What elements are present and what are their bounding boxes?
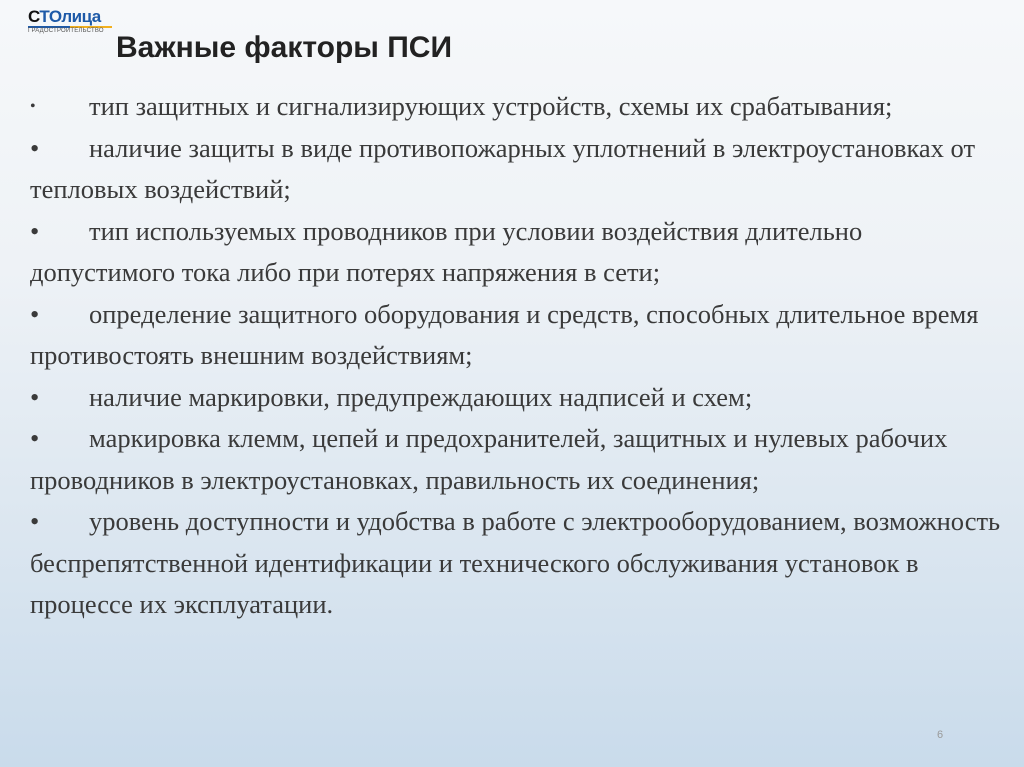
list-item (30, 377, 1010, 419)
list-item-text: наличие защиты в виде противопожарных уплотнений в электроустановках от тепловых воздействий; (30, 132, 976, 204)
factor-list (30, 86, 1010, 626)
list-item-text: определение защитного оборудования и средств, способных длительное время противостоять внешним воздействиям; (30, 298, 979, 370)
bullet-icon: • (30, 423, 40, 453)
list-item-text: маркировка клемм, цепей и предохранителей, защитных и нулевых рабочих проводников в электроустановках, правильность их соединения; (30, 423, 948, 495)
bullet-icon: • (30, 506, 40, 536)
bullet-icon: • (30, 298, 40, 329)
list-item (30, 211, 1010, 294)
bullet-icon: • (30, 98, 36, 115)
list-item (30, 86, 1010, 128)
list-item-text: уровень доступности и удобства в работе с электрооборудованием, возможность беспрепятственной идентификации и технического обслуживания установок в процессе их эксплуатации. (30, 506, 1001, 619)
page-number: 6 (937, 729, 944, 741)
logo-wordmark: СТОлица (28, 7, 101, 26)
bullet-icon: • (30, 381, 40, 412)
logo-tagline: ГРАДОСТРОИТЕЛЬСТВО (28, 28, 104, 34)
list-item-text: наличие маркировки, предупреждающих надписей и схем; (89, 381, 753, 412)
slide-title: Важные факторы ПСИ (116, 31, 453, 64)
bullet-icon: • (30, 215, 40, 246)
list-item (30, 501, 1010, 626)
list-item-text: тип защитных и сигнализирующих устройств, схемы их срабатывания; (89, 91, 893, 121)
list-item-text: тип используемых проводников при условии воздействия длительно допустимого тока либо при потерях напряжения в сети; (30, 215, 863, 287)
bullet-icon: • (30, 132, 40, 163)
list-item (30, 128, 1010, 211)
list-item (30, 418, 1010, 501)
company-logo (28, 6, 112, 36)
list-item (30, 294, 1010, 377)
